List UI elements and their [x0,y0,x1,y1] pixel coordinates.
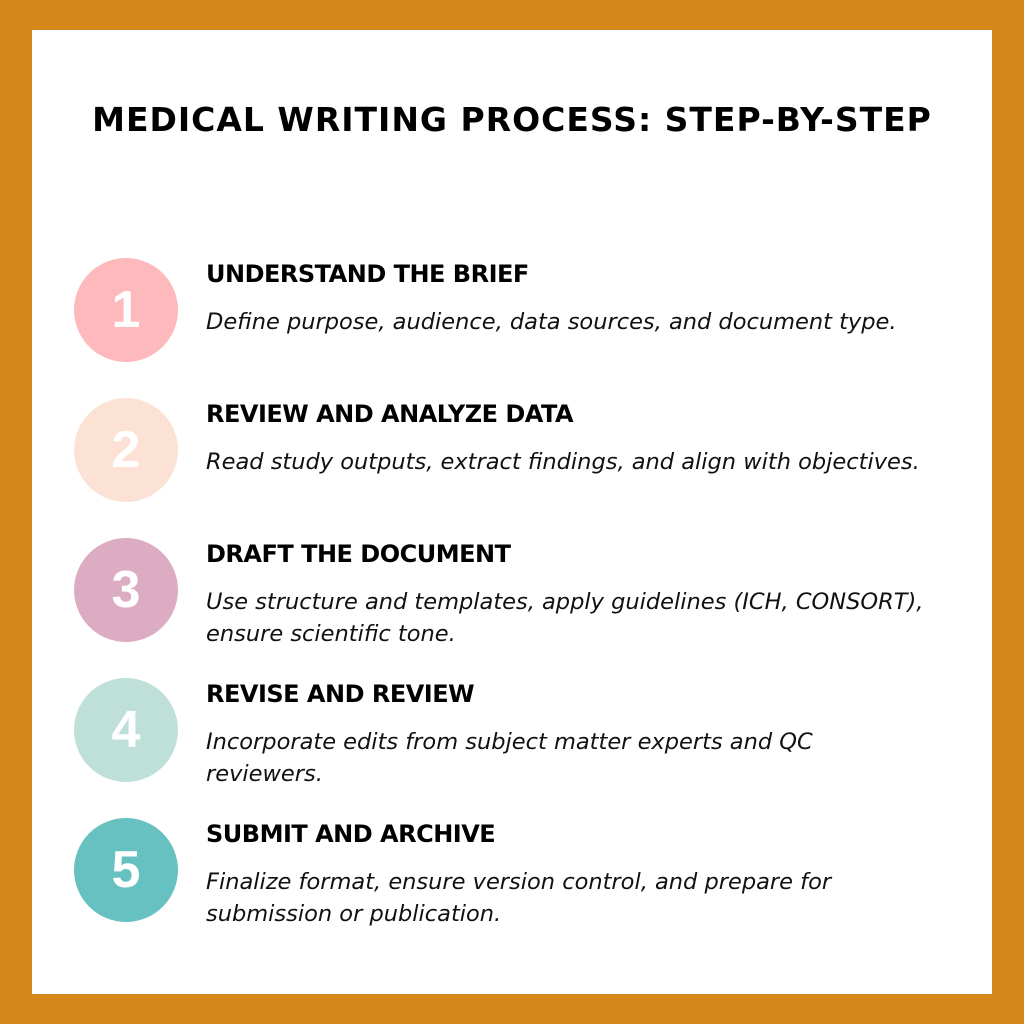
step-number-circle: 5 [74,818,178,922]
step-5 [32,818,992,928]
content-card [32,30,992,994]
step-heading: UNDERSTAND THE BRIEF [206,260,529,288]
step-2 [32,398,992,508]
step-number-circle: 1 [74,258,178,362]
step-4 [32,678,992,788]
step-description: Read study outputs, extract findings, and align with objectives. [206,449,920,475]
step-description: Finalize format, ensure version control, and prepare for submission or publication. [206,869,832,927]
step-description: Use structure and templates, apply guidelines (ICH, CONSORT), ensure scientific tone. [206,589,924,647]
step-heading: REVIEW AND ANALYZE DATA [206,400,574,428]
step-description: Incorporate edits from subject matter experts and QC reviewers. [206,729,813,787]
step-heading: DRAFT THE DOCUMENT [206,540,511,568]
step-description: Define purpose, audience, data sources, and document type. [206,309,897,335]
step-number-circle: 4 [74,678,178,782]
step-3 [32,538,992,648]
step-1 [32,258,992,368]
step-heading: REVISE AND REVIEW [206,680,475,708]
step-number-circle: 3 [74,538,178,642]
step-heading: SUBMIT AND ARCHIVE [206,820,496,848]
page-title: MEDICAL WRITING PROCESS: STEP-BY-STEP [92,100,932,139]
step-number-circle: 2 [74,398,178,502]
